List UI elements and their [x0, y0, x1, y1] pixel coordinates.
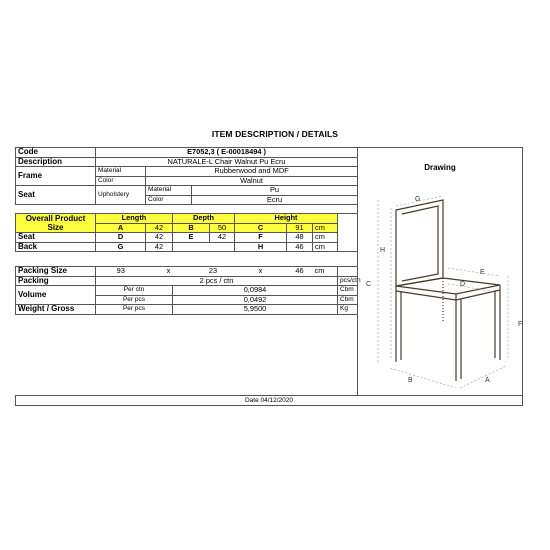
chair-seat [396, 278, 500, 294]
back-dim-label: Back [16, 242, 96, 252]
label-h: H [380, 247, 386, 254]
overall-size-label: Overall Product Size [16, 214, 96, 233]
seat-dimensions-row [16, 233, 358, 243]
seat-dim-unit: cm [313, 233, 338, 243]
volume-label: Volume [16, 286, 96, 305]
weight-value: 5,9500 [173, 305, 338, 315]
seat-material-label: Material [146, 186, 192, 196]
volume-per-pcs-unit: Cbm [338, 295, 358, 305]
weight-unit: Kg [338, 305, 358, 315]
code-row [16, 148, 358, 158]
seat-color-value: Ecru [192, 195, 358, 205]
label-e: E [480, 269, 485, 276]
overall-unit: cm [313, 223, 338, 233]
packing-height: 46 [287, 267, 313, 277]
volume-ctn-row [16, 286, 358, 296]
frame-material-row [16, 167, 358, 177]
seat-material-row [16, 186, 358, 196]
label-b: B [408, 377, 413, 384]
packing-x2: x [235, 267, 287, 277]
dim-e-value: 42 [210, 233, 235, 243]
packing-size-unit: cm [313, 267, 338, 277]
chair-drawing [358, 148, 524, 407]
dim-c-letter: C [235, 223, 287, 233]
page-title: ITEM DESCRIPTION / DETAILS [211, 129, 339, 139]
back-dim-unit: cm [313, 242, 338, 252]
dim-a-letter: A [96, 223, 146, 233]
seat-dim-label: Seat [16, 233, 96, 243]
frame-label: Frame [16, 167, 96, 186]
back-dimensions-row [16, 242, 358, 252]
details-table [15, 147, 361, 315]
dim-f-letter: F [235, 233, 287, 243]
volume-per-ctn-value: 0,0984 [173, 286, 338, 296]
dim-d-value: 42 [146, 233, 173, 243]
frame-material-label: Material [96, 167, 146, 177]
volume-per-pcs-label: Per pcs [96, 295, 173, 305]
dimensions-header-row [16, 214, 358, 224]
volume-per-ctn-label: Per ctn [96, 286, 173, 296]
packing-size-label: Packing Size [16, 267, 96, 277]
packing-length: 93 [96, 267, 146, 277]
drawing-panel [357, 147, 523, 406]
dim-g-letter: G [96, 242, 146, 252]
upholstery-label: Upholstery [96, 186, 146, 205]
seat-color-label: Color [146, 195, 192, 205]
frame-color-label: Color [96, 176, 146, 186]
dim-g-value: 42 [146, 242, 173, 252]
description-row [16, 157, 358, 167]
volume-per-pcs-value: 0,0492 [173, 295, 338, 305]
frame-material-value: Rubberwood and MDF [146, 167, 358, 177]
packing-row [16, 276, 358, 286]
dim-h-value: 46 [287, 242, 313, 252]
weight-label: Weight / Gross [16, 305, 96, 315]
dim-e-letter: E [173, 233, 210, 243]
seat-material-value: Pu [192, 186, 358, 196]
label-c: C [366, 281, 372, 288]
frame-color-value: Walnut [146, 176, 358, 186]
chair-backrest [396, 200, 443, 286]
code-label: Code [16, 148, 96, 158]
packing-value: 2 pcs / ctn [96, 276, 338, 286]
dim-b-value: 50 [210, 223, 235, 233]
dim-h-letter: H [235, 242, 287, 252]
drawing-title: Drawing [424, 163, 456, 172]
depth-header: Depth [173, 214, 235, 224]
dim-d-letter: D [96, 233, 146, 243]
label-g: G [415, 196, 421, 203]
weight-per-pcs-label: Per pcs [96, 305, 173, 315]
packing-width: 23 [192, 267, 235, 277]
dim-c-value: 91 [287, 223, 313, 233]
packing-size-row [16, 267, 358, 277]
description-label: Description [16, 157, 96, 167]
packing-x1: x [146, 267, 192, 277]
length-header: Length [96, 214, 173, 224]
height-header: Height [235, 214, 338, 224]
code-value: E7052,3 ( E-00018494 ) [96, 148, 358, 158]
label-d: D [460, 281, 466, 288]
dim-f-value: 48 [287, 233, 313, 243]
packing-unit: pcs/ctn [338, 276, 358, 286]
packing-label: Packing [16, 276, 96, 286]
label-a: A [485, 377, 490, 384]
label-f: F [518, 321, 523, 328]
date-footer: Date 04/12/2020 [15, 395, 523, 406]
description-value: NATURALE-L Chair Walnut Pu Ecru [96, 157, 358, 167]
dim-a-value: 42 [146, 223, 173, 233]
volume-per-ctn-unit: Cbm [338, 286, 358, 296]
dim-b-letter: B [173, 223, 210, 233]
weight-row [16, 305, 358, 315]
seat-label: Seat [16, 186, 96, 205]
